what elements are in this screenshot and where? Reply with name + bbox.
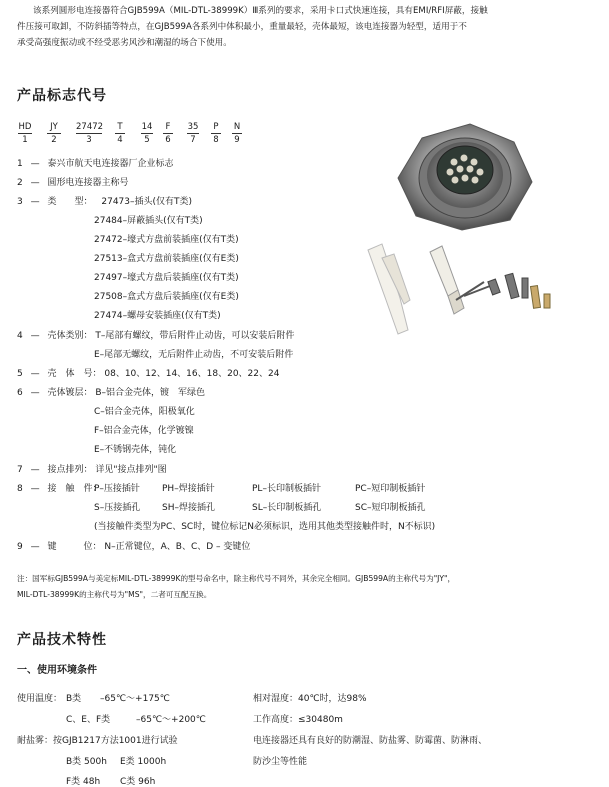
item-number: 9 [17, 542, 23, 552]
code-part: JY [47, 122, 61, 134]
salt-e: E类 1000h [120, 757, 167, 767]
item-value: 27473–插头(仅有T类) [101, 197, 193, 207]
note-line-2: MIL-DTL-38999K的主称代号为"MS"，二者可互配互换。 [17, 590, 212, 599]
contact-socket-4: SC–短印制板插孔 [355, 503, 426, 513]
code-number: 6 [165, 135, 171, 145]
item-label: 接 触 件： [47, 484, 102, 494]
contact-pin-1: P–压接插针 [94, 484, 140, 494]
item-number: 6 [17, 388, 23, 398]
protection-line-2: 防沙尘等性能 [253, 757, 308, 767]
list-item-plating [17, 385, 205, 398]
item-label: 壳体类别： [47, 331, 93, 341]
item-label: 键 位： [47, 542, 102, 552]
item-number: 5 [17, 369, 23, 379]
item-dash: — [30, 369, 40, 379]
salt-c: C类 96h [120, 777, 156, 787]
list-item-contacts [17, 481, 102, 494]
shell-type-e: E–尾部无螺纹，无后附件止动齿，不可安装后附件 [94, 350, 294, 360]
list-item-shell-type [17, 328, 294, 341]
temp-label: 使用温度： [17, 694, 63, 704]
type-list-item: 27472–壕式方盘前装插座(仅有T类) [94, 235, 239, 245]
item-value: N–正常键位，A、B、C、D – 变键位 [104, 542, 251, 552]
item-dash: — [30, 465, 40, 475]
temp-cef-class: C、E、F类 [66, 715, 111, 725]
code-number: 5 [144, 135, 150, 145]
contact-socket-1: S–压接插孔 [94, 503, 141, 513]
list-item-keying [17, 539, 250, 552]
plating-row: E–不锈钢壳体，钝化 [94, 445, 177, 455]
item-label: 壳 体 号： [47, 369, 102, 379]
code-part: F [163, 122, 173, 134]
item-dash: — [30, 197, 40, 207]
contact-pin-4: PC–短印制板插针 [355, 484, 426, 494]
humidity: 相对湿度：40℃时，达98% [253, 694, 367, 704]
temp-b-class: B类 [66, 694, 82, 704]
section-title-specs: 产品技术特性 [17, 632, 107, 648]
type-list-item: 27508–盒式方盘后装插座(仅有E类) [94, 292, 239, 302]
item-number: 3 [17, 197, 23, 207]
plating-row: C–铝合金壳体，阳极氧化 [94, 407, 195, 417]
intro-line-1: 该系列圆形电连接器符合GJB599A（MIL-DTL-38999K）Ⅲ系列的要求，采用卡口式快速连接，具有EMI/RFI屏蔽，接触 [33, 6, 488, 16]
list-item [17, 194, 192, 207]
item-number: 1 [17, 159, 23, 169]
code-part: HD [18, 122, 32, 132]
type-list-item: 27484–屏蔽插头(仅有T类) [94, 216, 203, 226]
item-dash: — [30, 542, 40, 552]
code-number: 8 [213, 135, 219, 145]
code-number: 4 [117, 135, 123, 145]
contact-socket-2: SH–焊接插孔 [162, 503, 215, 513]
salt-b: B类 500h [66, 757, 107, 767]
item-label: 圆形电连接器主称号 [47, 178, 129, 188]
code-part: T [115, 122, 125, 134]
code-part: P [211, 122, 221, 134]
item-number: 8 [17, 484, 23, 494]
contacts-accessories-photo [360, 238, 570, 338]
item-dash: — [30, 178, 40, 188]
item-dash: — [30, 331, 40, 341]
code-part: 27472 [76, 122, 104, 132]
salt-spray-label: 耐盐雾：按GJB1217方法1001进行试验 [17, 736, 178, 746]
item-number: 4 [17, 331, 23, 341]
item-label: 泰兴市航天电连接器厂企业标志 [47, 159, 174, 169]
item-dash: — [30, 484, 40, 494]
item-number: 7 [17, 465, 23, 475]
altitude: 工作高度：≤30480m [253, 715, 343, 725]
code-part: 35 [187, 122, 199, 132]
code-number: 3 [86, 135, 92, 145]
contact-pin-2: PH–焊接插针 [162, 484, 215, 494]
plating-row: F–铝合金壳体，化学镀镍 [94, 426, 194, 436]
list-item-contact-arrangement [17, 462, 167, 475]
item-value: T–尾部有螺纹，带后附件止动齿，可以安装后附件 [95, 331, 295, 341]
list-item-shell-size [17, 366, 279, 379]
note-line-1: 注：国军标GJB599A与美定标MIL-DTL-38999K的型号命名中，除主称代号不同外，其余完全相同。GJB599A的主称代号为"JY"， [17, 574, 456, 583]
type-list-item: 27513–盒式方盘前装插座(仅有E类) [94, 254, 239, 264]
code-part: N [233, 122, 241, 132]
temp-cef-range: –65℃～+200℃ [136, 715, 206, 725]
contact-note: (当接触件类型为PC、SC时，键位标记N必须标识，选用其他类型接触件时，N不标识) [94, 522, 436, 532]
code-number: 2 [51, 135, 57, 145]
type-list-item: 27474–螺母安装插座(仅有T类) [94, 311, 221, 321]
contact-socket-3: SL–长印制板插孔 [252, 503, 322, 513]
item-label: 接点排列： [47, 465, 93, 475]
item-number: 2 [17, 178, 23, 188]
section-title-marking: 产品标志代号 [17, 88, 107, 104]
code-part: 14 [141, 122, 153, 132]
code-number: 9 [234, 135, 240, 145]
intro-line-3: 承受高强度振动或不经受恶劣风沙和潮湿的场合下使用。 [17, 38, 232, 48]
code-number: 1 [22, 135, 28, 145]
item-value: 详见"接点排列"图 [95, 465, 167, 475]
connector-photo [392, 120, 537, 232]
item-label: 壳体镀层： [47, 388, 93, 398]
salt-f: F类 48h [66, 777, 101, 787]
code-number: 7 [190, 135, 196, 145]
type-list-item: 27497–壕式方盘后装插座(仅有T类) [94, 273, 239, 283]
list-item [17, 175, 129, 188]
section-subtitle-environment: 一、使用环境条件 [17, 665, 97, 676]
item-value: 08、10、12、14、16、18、20、22、24 [104, 369, 280, 379]
intro-line-2: 件压接可取卸，不防斜插等特点，在GJB599A各系列中体积最小，重量最轻，壳体最短，该电连接器为轻型，适用于不 [17, 22, 467, 32]
protection-line-1: 电连接器还具有良好的防潮湿、防盐雾、防霉菌、防淋雨、 [253, 736, 488, 746]
temp-b-range: –65℃～+175℃ [100, 694, 170, 704]
item-value: B–铝合金壳体，镀 军绿色 [95, 388, 206, 398]
item-dash: — [30, 388, 40, 398]
item-label: 类 型： [47, 197, 93, 207]
item-dash: — [30, 159, 40, 169]
list-item [17, 156, 174, 169]
contact-pin-3: PL–长印制板插针 [252, 484, 321, 494]
